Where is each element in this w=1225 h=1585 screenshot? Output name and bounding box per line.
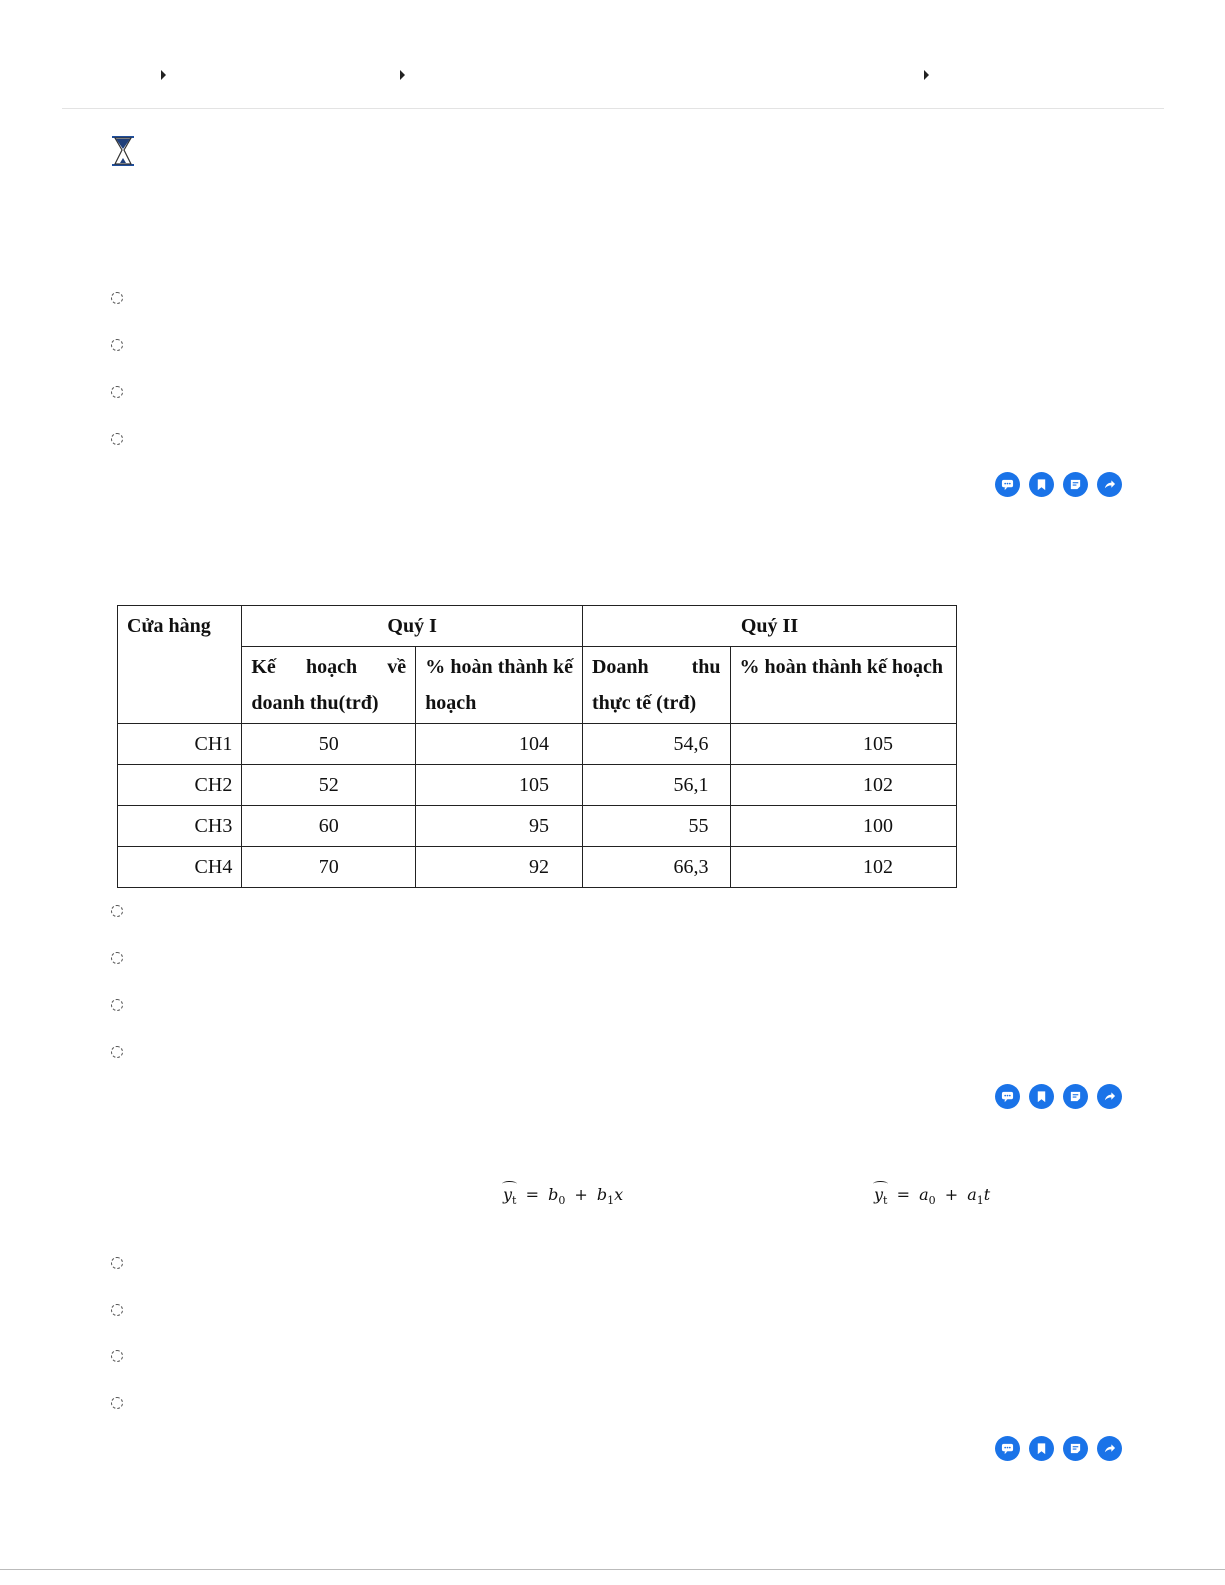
quarter1-header: Quý I — [242, 606, 583, 647]
pct1-cell: 105 — [416, 765, 583, 806]
header-divider — [62, 108, 1164, 109]
caret-right-icon — [400, 70, 405, 80]
pct2-cell: 100 — [730, 806, 956, 847]
note-icon — [1069, 478, 1082, 491]
note-icon — [1069, 1090, 1082, 1103]
q1-option-3-radio[interactable] — [111, 386, 123, 398]
pct1-cell: 104 — [416, 724, 583, 765]
q3-option-4-radio[interactable] — [111, 1397, 123, 1409]
q3-action-bar — [995, 1436, 1125, 1462]
q1-plan-header: Kế hoạch về doanh thu(trđ) — [242, 647, 416, 724]
q1-option-2-radio[interactable] — [111, 339, 123, 351]
bookmark-button[interactable] — [1029, 1084, 1054, 1109]
share-icon — [1103, 1090, 1116, 1103]
q1-action-bar — [995, 472, 1125, 498]
q2-option-4-radio[interactable] — [111, 1046, 123, 1058]
q1-option-1-radio[interactable] — [111, 292, 123, 304]
plan-cell: 50 — [242, 724, 416, 765]
quarter2-header: Quý II — [582, 606, 956, 647]
q1-option-4-radio[interactable] — [111, 433, 123, 445]
pct2-cell: 102 — [730, 847, 956, 888]
revenue-table — [117, 605, 957, 888]
pct2-cell: 105 — [730, 724, 956, 765]
table-subheader-row — [118, 647, 957, 724]
footer-divider — [0, 1569, 1225, 1570]
bookmark-icon — [1035, 1442, 1048, 1455]
store-cell: CH2 — [118, 765, 242, 806]
share-button[interactable] — [1097, 472, 1122, 497]
q3-option-1-radio[interactable] — [111, 1257, 123, 1269]
table-row — [118, 765, 957, 806]
caret-right-icon — [924, 70, 929, 80]
plan-cell: 52 — [242, 765, 416, 806]
pct2-cell: 102 — [730, 765, 956, 806]
q2-option-2-radio[interactable] — [111, 952, 123, 964]
actual-cell: 54,6 — [582, 724, 730, 765]
actual-cell: 55 — [582, 806, 730, 847]
comment-button[interactable] — [995, 1084, 1020, 1109]
plan-cell: 70 — [242, 847, 416, 888]
share-icon — [1103, 478, 1116, 491]
comment-button[interactable] — [995, 1436, 1020, 1461]
pct1-cell: 92 — [416, 847, 583, 888]
q2-pct-header: % hoàn thành kế hoạch — [730, 647, 956, 724]
note-icon — [1069, 1442, 1082, 1455]
note-button[interactable] — [1063, 1084, 1088, 1109]
bookmark-button[interactable] — [1029, 1436, 1054, 1461]
plan-cell: 60 — [242, 806, 416, 847]
regression-formula-x: $y_t = b_0 + b_1x$ — [503, 1185, 624, 1208]
q2-option-1-radio[interactable] — [111, 905, 123, 917]
table-row — [118, 847, 957, 888]
share-button[interactable] — [1097, 1084, 1122, 1109]
bookmark-icon — [1035, 478, 1048, 491]
share-button[interactable] — [1097, 1436, 1122, 1461]
comment-icon — [1001, 478, 1014, 491]
table-header-row — [118, 606, 957, 647]
q1-pct-header: % hoàn thành kế hoạch — [416, 647, 583, 724]
breadcrumb — [0, 0, 1225, 110]
caret-right-icon — [161, 70, 166, 80]
table-row — [118, 806, 957, 847]
store-column-header: Cửa hàng — [118, 606, 242, 724]
store-cell: CH1 — [118, 724, 242, 765]
share-icon — [1103, 1442, 1116, 1455]
comment-icon — [1001, 1442, 1014, 1455]
pct1-cell: 95 — [416, 806, 583, 847]
q2-option-3-radio[interactable] — [111, 999, 123, 1011]
comment-icon — [1001, 1090, 1014, 1103]
q3-option-3-radio[interactable] — [111, 1350, 123, 1362]
actual-cell: 56,1 — [582, 765, 730, 806]
actual-cell: 66,3 — [582, 847, 730, 888]
q2-actual-header: Doanh thu thực tế (trđ) — [582, 647, 730, 724]
note-button[interactable] — [1063, 1436, 1088, 1461]
hourglass-icon — [110, 135, 136, 167]
store-cell: CH3 — [118, 806, 242, 847]
table-row — [118, 724, 957, 765]
bookmark-button[interactable] — [1029, 472, 1054, 497]
note-button[interactable] — [1063, 472, 1088, 497]
bookmark-icon — [1035, 1090, 1048, 1103]
q2-action-bar — [995, 1084, 1125, 1110]
comment-button[interactable] — [995, 472, 1020, 497]
regression-formula-t: $y_t = a_0 + a_1t$ — [874, 1185, 991, 1208]
store-cell: CH4 — [118, 847, 242, 888]
q3-option-2-radio[interactable] — [111, 1304, 123, 1316]
